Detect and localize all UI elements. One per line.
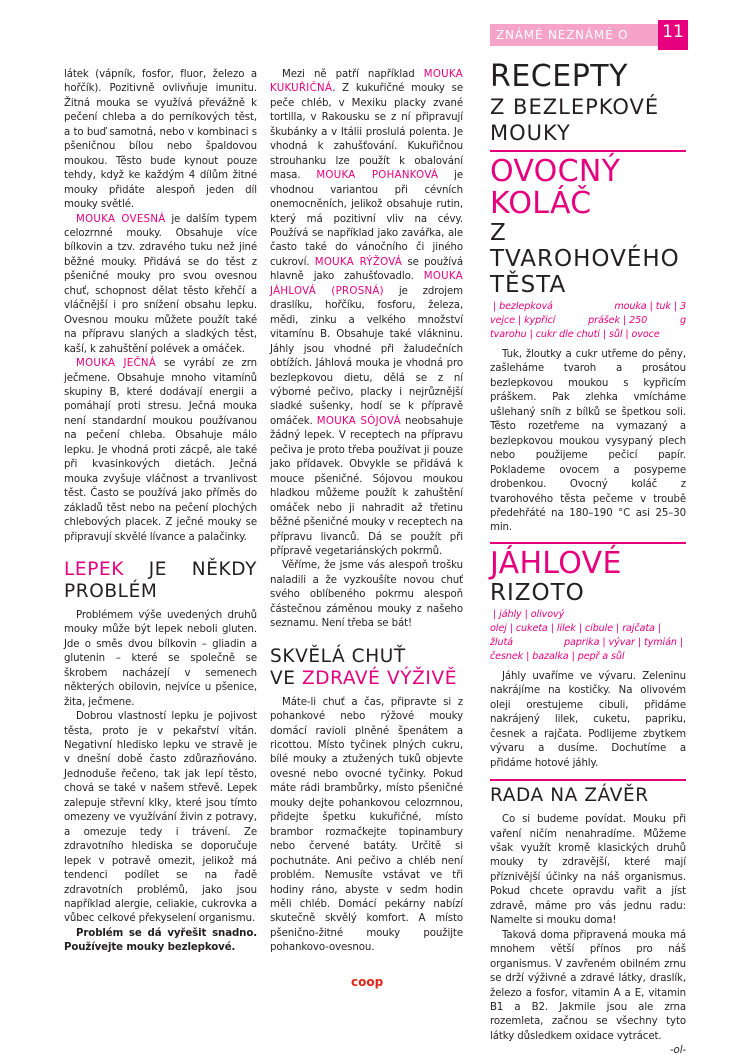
ingredient: žlutá paprika [490,636,600,648]
article-column-2 [270,68,463,956]
ingredient: cibule [584,622,614,634]
section-header-label: ZNÁMÉ NEZNÁMÉ O [496,28,629,42]
keyword-buckwheat-flour: MOUKA POHANKOVÁ [316,170,439,182]
ingredient: pepř a sůl [577,650,625,662]
separator: | [625,329,629,340]
separator: | [616,622,620,634]
recipe-1-title: OVOCNÝ KOLÁČ [490,154,621,221]
ingredient: lilek [556,622,576,634]
separator: | [578,622,582,634]
recipe-2-ingredients [490,608,686,664]
keyword-corn-flour: MOUKA KUKUŘIČNÁ [270,69,463,95]
paragraph: Problémem výše uvedených druhů mouky může být lepek neboli gluten. Jde o směs dvou bílkovin – gliadin a glutenin – které se společně se škrobem nacházejí v semenech některých obilovin, nejvíce u pšenice, žita, ječmene. [64,609,257,708]
ingredient: cukr dle chuti [535,329,600,340]
ingredient: česnek [490,650,524,662]
separator: | [637,636,642,648]
paragraph: Dobrou vlastností lepku je pojivost těsta, proto je v pekařství vítán. Negativní hledisko lepku ve stravě je v dnešní době často zdůrazňováno. Jednoduše řečeno, tak jak lepí těsto, chová se také v našem střevě. Lepek zalepuje střevní klky, které jsou tímto omezeny ve využívání živin z potravy, a omezuje tedy i trávení. Ze zdravotního hlediska se doporučuje lepek v potravě omezit, jelikož má tendenci podílet se na řadě zdravotních problémů, jako jsou například alergie, celiakie, cukrovka a vůbec celkové překyselení organismu. [64,711,257,925]
keyword-oat-flour: MOUKA OVESNÁ [76,213,166,225]
recipe-1-ingredients [490,300,686,342]
divider [490,542,686,544]
heading-line-1: SKVĚLÁ CHUŤ [270,645,406,667]
separator: | [649,301,653,312]
ingredient: jáhly [499,608,522,620]
ingredient: tuk [655,301,671,312]
separator: | [657,622,661,634]
separator: | [602,636,606,648]
paragraph-text: se používá hlavně jako zahušťovadlo. [270,256,464,283]
paragraph-text: neobsahuje žádný lepek. V receptech na přípravu pečiva je proto třeba používat ji pouze jako přídavek. Obvykle se přidává k mouce pšeničné. Sójovou moukou hladkou můžeme použít k zahuštění omáček nebo ji nahradit až třetinu běžné pšeničné mouky v receptech na přípravu livanců. Dá se použít při přípravě vegetariánských pokrmů. [270,415,463,557]
separator: | [524,608,528,620]
recipe-1-instructions: Tuk, žloutky a cukr utřeme do pěny, zašleháme tvaroh a prosátou bezlepkovou moukou s kypřicím práškem. Pak zlehka vmícháme ušlehaný sníh z bílků se špetkou soli. Těsto rozetřeme na vymazaný a bezlepkovou moukou vysypaný plech nebo použijeme pečicí papír. Poklademe ovocem a posypeme drobenkou. Ovocný koláč z tvarohového těsta pečeme v troubě předehřáté na 180–190 °C asi 25–30 min. [490,349,686,534]
ingredient: rajčata [622,622,655,634]
section-heading-advice: RADA NA ZÁVĚR [490,785,649,807]
recipes-subtitle-line-2: MOUKY [490,121,571,145]
heading-accent: ZDRAVÉ VÝŽIVĚ [302,667,457,689]
keyword-rice-flour: MOUKA RÝŽOVÁ [314,256,403,268]
separator: | [493,301,497,312]
paragraph-text: je zdrojem draslíku, hořčíku, fosforu, železa, mědi, zinku a velkého množství vitamínu B. Obsahuje také vlákninu. Jáhly jsou vhodné při žaludečních obtížích. Jáhlová mouka je vhodná pro bezlepkovou dietu, dělá se z ní výborné pečivo, placky i nejrůznější sladké sušenky, hodí se k přípravě omáček. [270,285,463,427]
recipes-title: RECEPTY [490,59,628,94]
recipe-2-subtitle: RIZOTO [490,579,585,606]
ingredient: tymián [644,636,677,648]
ingredient: bezlepková mouka [499,301,647,312]
paragraph: Co si budeme povídat. Mouku při vaření ničím nenahradíme. Můžeme však využít kromě klasických druhů mouky ty zdravější, které mají příznivější účinky na náš organismus. Pokud chcete opravdu vařit a jíst zdravě, máme pro vás jednu radu: Namelte si mouku doma! [490,814,686,927]
ingredient: cuketa [515,622,548,634]
heading-text: VE [270,667,303,689]
author-signature: -ol- [669,1045,686,1057]
coop-logo [351,975,388,989]
paragraph-text: se vyrábí ze zrn ječmene. Obsahuje mnoho vitamínů skupiny B, které dodávají energii a pomáhají proti stresu. Ječná mouka není standardní moukou používanou na pečení chleba. Obsahuje málo lepku. Je vhodná proti zácpě, ale také při kvasinkových dietách. Ječná mouka zvyšuje vláčnost a trvanlivost těst. Často se používá jako příměs do základů těst nebo na pečení plochých chlebových placek. Z ječné mouky se připravují skvělé lívance a palačinky. [64,358,257,543]
separator: | [602,329,606,340]
separator: | [517,315,522,326]
paragraph: Věříme, že jsme vás alespoň trošku naladili a že vyzkoušíte novou chuť svého oblíbeného pokrmu alespoň částečnou záměnou mouky z našeho seznamu. Není třeba se bát! [270,560,463,630]
article-column-1 [64,68,257,956]
keyword-millet-flour: MOUKA JÁHLOVÁ (PROSNÁ) [270,271,463,297]
separator: | [550,622,554,634]
paragraph-text: . Z kukuřičné mouky se peče chléb, v Mexiku placky zvané tortilla, v Rakousku se z ní připravují škubánky a v Itálii proslulá polenta. Je vhodná k zahušťování. Kukuřičnou strouhanku lze použít k obalování masa. [270,83,463,182]
recipe-2-instructions: Jáhly uvaříme ve vývaru. Zeleninu nakrájíme na kostičky. Na olivovém oleji orestujeme cibuli, přidáme nakrájený lilek, cuketu, papriku, česnek a rajčata. Podlijeme zbytkem vývaru a dusíme. Dochutíme a přidáme hotové jáhly. [490,670,686,769]
keyword-barley-flour: MOUKA JEČNÁ [76,358,157,370]
separator: | [622,315,627,326]
separator: | [509,622,513,634]
ingredient: 250 g tvarohu [490,315,686,340]
paragraph: Taková doma připravená mouka má mnohem větší přínos pro náš organismus. V zavřeném obilném zrnu se drží výživné a zdravé látky, draslík, železo a fosfor, vitamin A a E, vitamin B1 a B2. Jakmile jsou ale zrna rozemleta, začnou se všechny tyto látky důsledkem oxidace vytrácet. [490,929,686,1042]
ingredient: 3 vejce [490,301,686,326]
recipes-subtitle-line-1: Z BEZLEPKOVÉ [490,95,660,119]
separator: | [526,650,530,662]
page-number: 11 [662,22,684,42]
paragraph [64,357,257,545]
separator: | [529,329,533,340]
ingredient: vývar [608,636,635,648]
separator: | [679,636,683,648]
separator: | [673,301,677,312]
recipe-2-title: JÁHLOVÉ [490,545,622,581]
paragraph [64,213,257,358]
divider [490,150,686,152]
paragraph-text: Mezi ně patří například [282,69,424,80]
paragraph: látek (vápník, fosfor, fluor, železo a hořčík). Pozitivně ovlivňuje imunitu. Žitná mouka se využívá převážně k pečení chleba a do perníkových těst, a to buď samotná, nebo v kombinaci s pšeničnou bílou nebo špaldovou moukou. Těsto bude kynout pouze tehdy, když ke každým 4 dílům žitné mouky přidáte alespoň jeden díl mouky světlé. [64,69,257,211]
separator: | [571,650,575,662]
ingredient: bazalka [532,650,569,662]
recipes-column [490,60,686,1059]
heading-accent: LEPEK [64,558,124,580]
heading-text: JE NĚKDY PROBLÉM [64,558,257,602]
separator: | [493,608,497,620]
ingredient: kypřicí prášek [524,315,620,326]
section-heading-taste [270,646,463,690]
section-heading-gluten [64,559,257,603]
divider [490,779,686,781]
keyword-soy-flour: MOUKA SÓJOVÁ [316,415,401,427]
coop-logo-text: coop [351,975,384,989]
paragraph-text: je vhodnou variantou při cévních onemocněních, jelikož obsahuje rutin, který má pozitivní vliv na cévy. Používá se například jako zavářka, ale často také do vánočního či jiného cukroví. [270,170,463,268]
paragraph [270,68,463,559]
recipe-1-subtitle-line-1: Z TVAROHOVÉHO [490,220,680,272]
ingredient: sůl [608,329,623,340]
paragraph: Máte-li chuť a čas, připravte si z pohankové nebo rýžové mouky domácí ravioli plněné špenátem a ricottou. Místo tyčinek plných cukru, bílé mouky a ztužených tuků objevte ovesné nebo ovocné tyčinky. Pokud máte rádi brambůrky, místo pšeničné mouky dejte pohankovou celozrnnou, přidejte špetku kukuřičné, místo brambor rozmačkejte topinambury nebo červené batáty. Určitě si pochutnáte. Ani pečivo a chléb není problém. Nemusíte vstávat ve tři hodiny ráno, abyste v sedm hodin měli chléb. Domácí pekárny nabízí skutečně skvělý komfort. A místo pšenično-žitné mouky použijte pohankovo-ovesnou. [270,696,463,954]
paragraph-text: je dalším typem celozrnné mouky. Obsahuje více bílkovin a tzv. zdravého tuku než jiné běžné mouky. Přidává se do těst z pšeničné mouky pro svou ovesnou chuť, schopnost dělat těsto křehčí a vláčnější i pro snížení obsahu lepku. Ovesnou mouku můžete použít také na přípravu slaných a sladkých těst, kaší, k zahuštění polévek a omáček. [64,213,257,355]
paragraph-bold: Problém se dá vyřešit snadno. Používejte mouky bezlepkové. [64,927,257,954]
recipe-1-subtitle-line-2: TĚSTA [490,272,567,298]
ingredient: ovoce [631,329,660,340]
ingredient: olivový olej [490,608,565,634]
